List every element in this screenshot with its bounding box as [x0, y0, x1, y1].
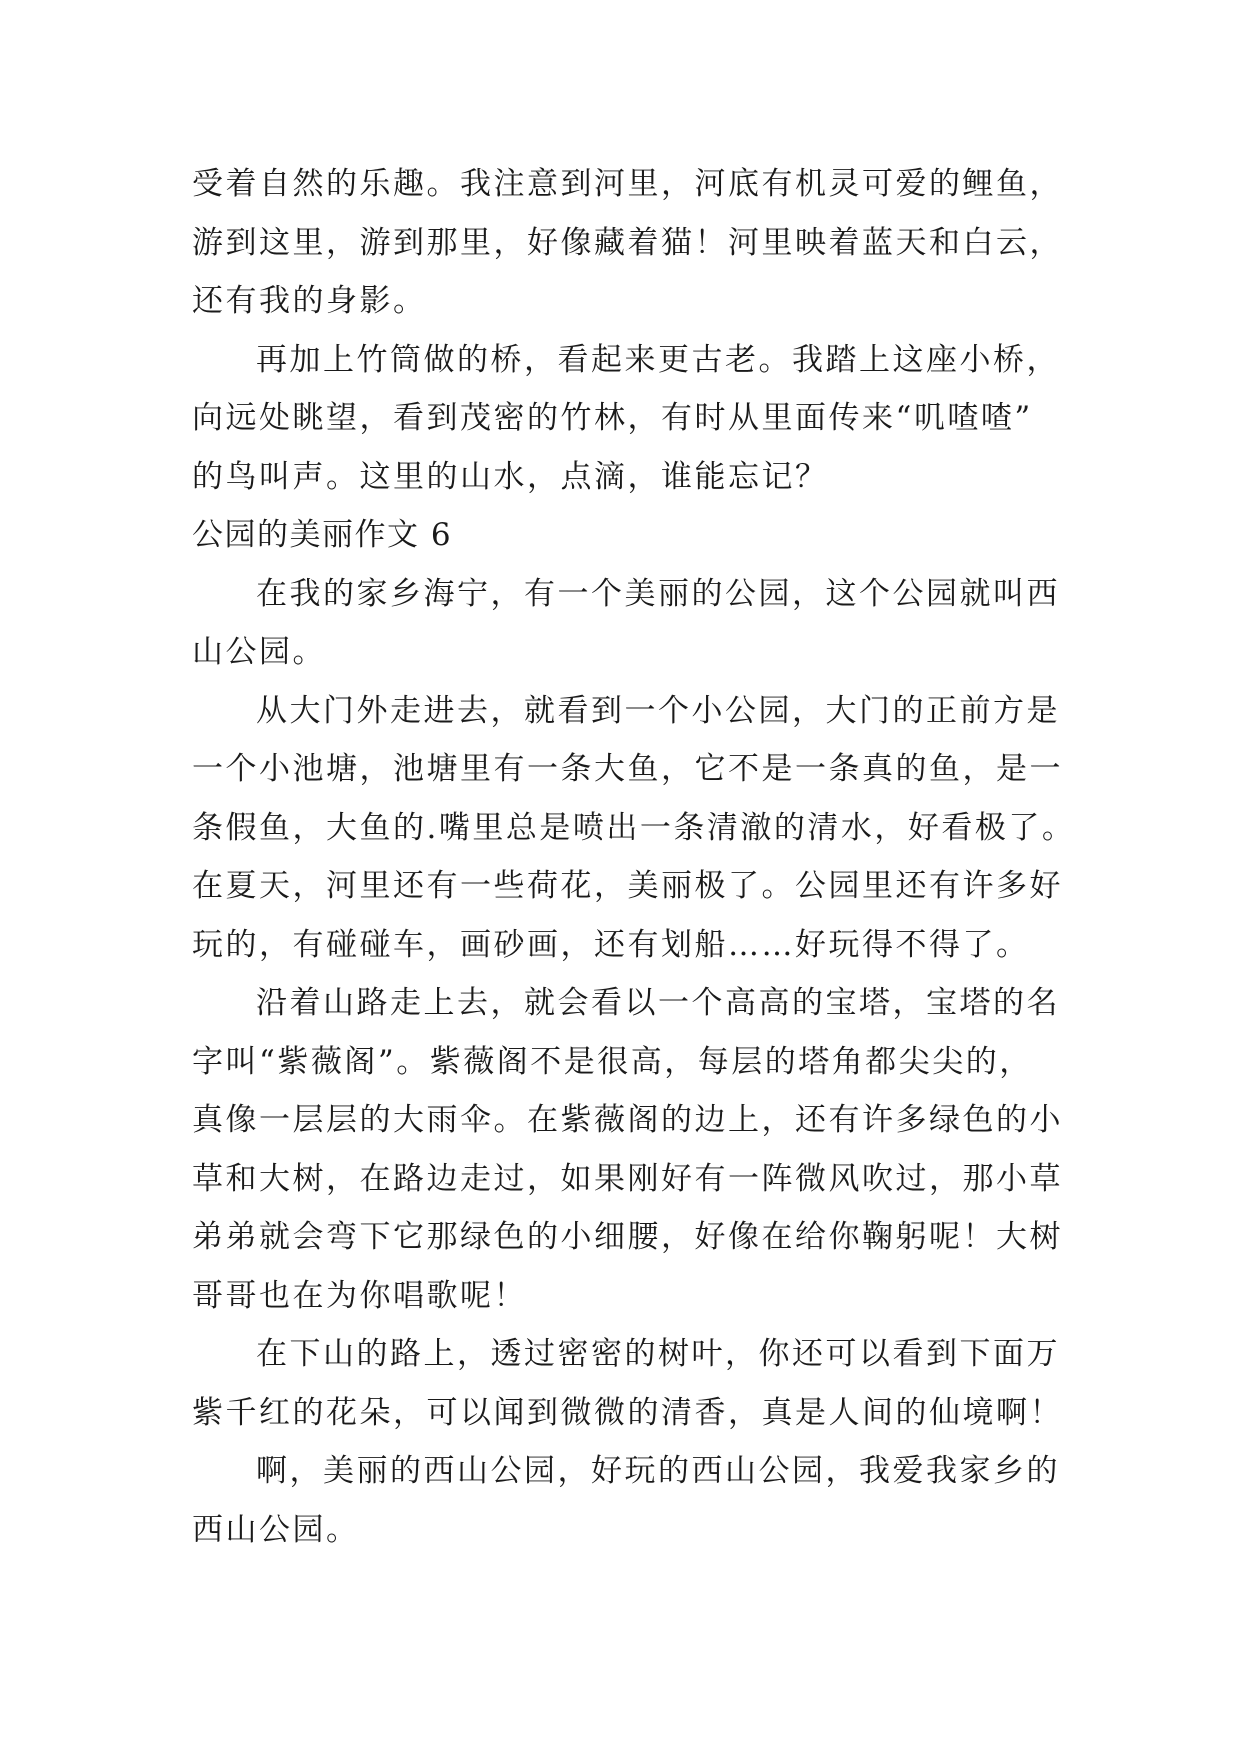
paragraph-entrance — [192, 682, 1076, 975]
paragraph-continuation — [192, 155, 1072, 331]
text-line: 字叫“紫薇阁”。紫薇阁不是很高，每层的塔角都尖尖的， — [192, 1043, 1033, 1080]
paragraph-conclusion — [192, 1442, 1072, 1559]
document-body — [192, 155, 1076, 1559]
text-line: 草和大树，在路边走过，如果刚好有一阵微风吹过，那小草 — [192, 1160, 1063, 1197]
text-line: 的鸟叫声。这里的山水，点滴，谁能忘记？ — [192, 458, 829, 495]
text-line: 弟弟就会弯下它那绿色的小细腰，好像在给你鞠躬呢！大树 — [192, 1219, 1063, 1255]
paragraph-pagoda — [192, 974, 1072, 1325]
paragraph-bridge — [192, 331, 1072, 507]
text-line: 游到这里，游到那里，好像藏着猫！河里映着蓝天和白云， — [192, 224, 1063, 261]
text-line: 还有我的身影。 — [192, 283, 427, 319]
paragraph-downhill — [192, 1325, 1072, 1442]
text-line: 山公园。 — [192, 634, 326, 670]
text-line: 紫千红的花朵，可以闻到微微的清香，真是人间的仙境啊！ — [192, 1394, 1063, 1431]
text-line: 向远处眺望，看到茂密的竹林，有时从里面传来“叽喳喳” — [192, 400, 1033, 436]
text-line: 真像一层层的大雨伞。在紫薇阁的边上，还有许多绿色的小 — [192, 1102, 1063, 1138]
text-line: 一个小池塘，池塘里有一条大鱼，它不是一条真的鱼，是一 — [192, 751, 1063, 787]
text-line: 受着自然的乐趣。我注意到河里，河底有机灵可爱的鲤鱼， — [192, 166, 1063, 202]
text-line: 在下山的路上，透过密密的树叶，你还可以看到下面万 — [256, 1336, 1060, 1372]
section-heading: 公园的美丽作文 6 — [192, 517, 453, 553]
text-line: 哥哥也在为你唱歌呢！ — [192, 1277, 527, 1314]
text-line: 在夏天，河里还有一些荷花，美丽极了。公园里还有许多好 — [192, 868, 1063, 904]
text-line: 在我的家乡海宁，有一个美丽的公园，这个公园就叫西 — [256, 575, 1060, 612]
paragraph-intro — [192, 565, 1072, 682]
text-line: 玩的，有碰碰车，画砂画，还有划船……好玩得不得了。 — [192, 926, 1030, 963]
text-line: 啊，美丽的西山公园，好玩的西山公园，我爱我家乡的 — [256, 1453, 1060, 1489]
text-line: 从大门外走进去，就看到一个小公园，大门的正前方是 — [256, 692, 1060, 729]
text-line: 沿着山路走上去，就会看以一个高高的宝塔，宝塔的名 — [256, 985, 1060, 1021]
text-line: 再加上竹筒做的桥，看起来更古老。我踏上这座小桥， — [256, 341, 1060, 378]
text-line: 条假鱼，大鱼的.嘴里总是喷出一条清澈的清水，好看极了。 — [192, 809, 1076, 846]
text-line: 西山公园。 — [192, 1511, 360, 1548]
